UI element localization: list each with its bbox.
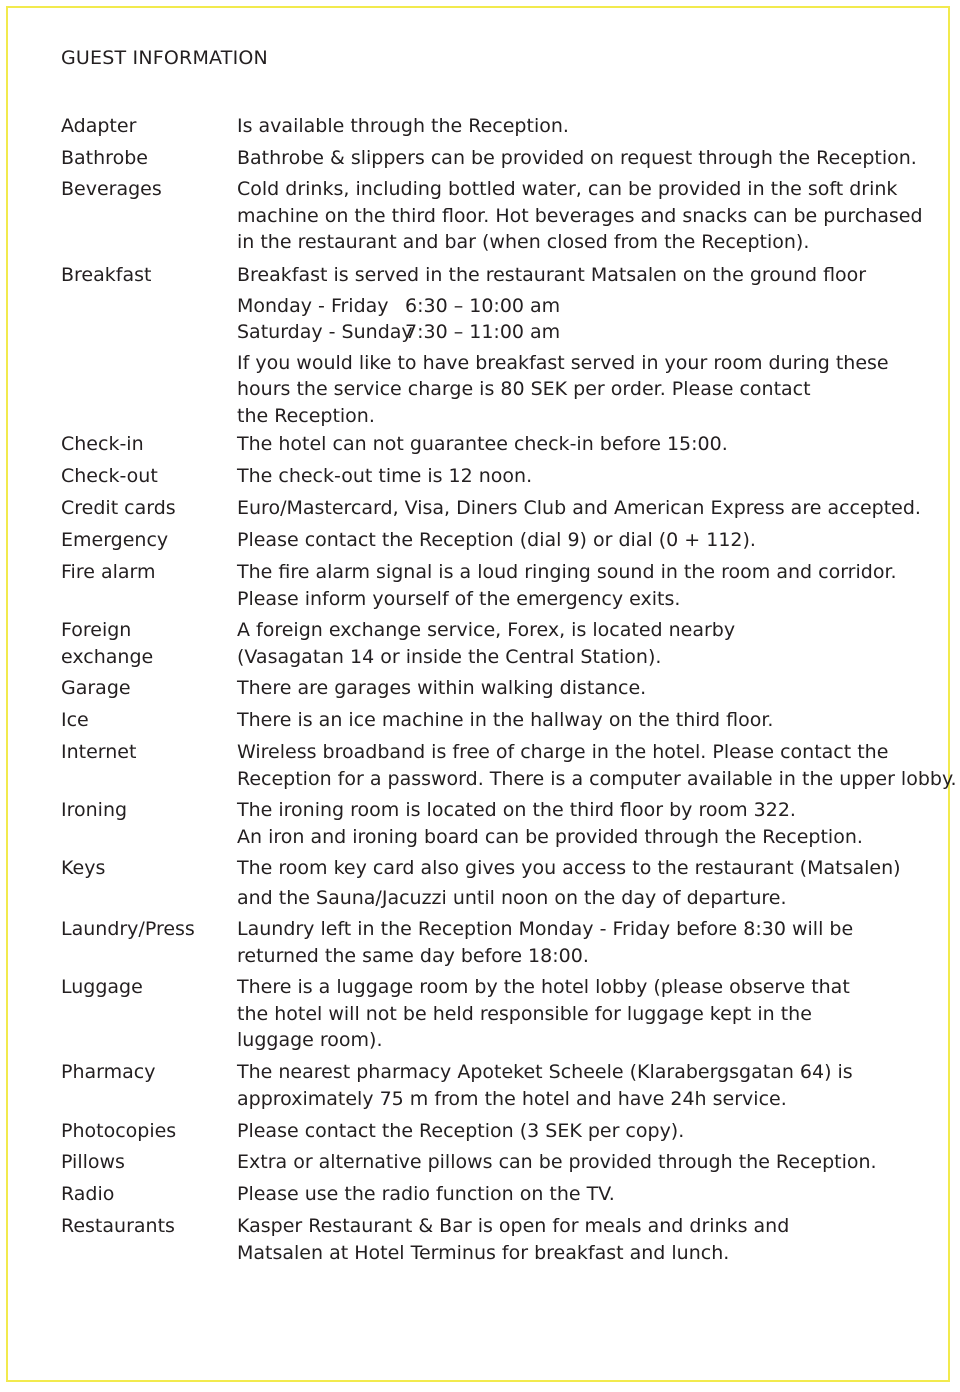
desc-line: Wireless broadband is free of charge in the hotel. Please contact the xyxy=(237,741,889,763)
desc-line: Laundry left in the Reception Monday - Friday before 8:30 will be xyxy=(237,918,854,940)
desc-line: Matsalen at Hotel Terminus for breakfast and lunch. xyxy=(237,1241,730,1264)
desc-line: Is available through the Reception. xyxy=(237,115,569,137)
desc-line: Extra or alternative pillows can be provided through the Reception. xyxy=(237,1151,877,1173)
page-title: GUEST INFORMATION xyxy=(61,47,268,69)
label-line: Foreign xyxy=(61,619,132,641)
desc-line: returned the same day before 18:00. xyxy=(237,944,589,967)
desc-line: The nearest pharmacy Apoteket Scheele (Klarabergsgatan 64) is xyxy=(237,1061,853,1083)
desc-line: (Vasagatan 14 or inside the Central Station). xyxy=(237,645,662,668)
entry-label: Pharmacy xyxy=(61,1061,156,1083)
desc-line: Please contact the Reception (3 SEK per copy). xyxy=(237,1120,685,1142)
desc-line: Please inform yourself of the emergency exits. xyxy=(237,587,681,610)
entry-description xyxy=(237,916,937,969)
desc-line: There are garages within walking distance. xyxy=(237,677,647,699)
label-line: exchange xyxy=(61,645,154,668)
desc-line: Cold drinks, including bottled water, can be provided in the soft drink xyxy=(237,178,898,200)
breakfast-schedule-weekday xyxy=(237,293,937,320)
entry-label: Check-in xyxy=(61,433,144,455)
desc-line: An iron and ironing board can be provided through the Reception. xyxy=(237,825,863,848)
entry-description xyxy=(237,617,937,670)
entry-description xyxy=(237,262,937,429)
entry-label: Radio xyxy=(61,1183,115,1205)
desc-line: Please use the radio function on the TV. xyxy=(237,1183,615,1205)
entry-description xyxy=(237,1059,937,1112)
entry-label: Luggage xyxy=(61,976,143,998)
entry-label: Adapter xyxy=(61,115,137,137)
entry-description xyxy=(237,675,937,702)
entry-description xyxy=(237,1118,937,1145)
entry-description xyxy=(237,707,937,734)
entry-label: Ice xyxy=(61,709,89,731)
desc-line: the hotel will not be held responsible for luggage kept in the xyxy=(237,1002,812,1025)
desc-line: in the restaurant and bar (when closed from the Reception). xyxy=(237,231,810,253)
desc-line: Breakfast is served in the restaurant Matsalen on the ground floor xyxy=(237,264,867,286)
desc-line: Euro/Mastercard, Visa, Diners Club and American Express are accepted. xyxy=(237,497,921,519)
breakfast-schedule-weekend xyxy=(237,319,937,346)
entry-description xyxy=(237,797,937,850)
desc-line: Please contact the Reception (dial 9) or dial (0 + 112). xyxy=(237,529,756,551)
desc-line: Kasper Restaurant & Bar is open for meals and drinks and xyxy=(237,1215,790,1237)
entry-description xyxy=(237,495,937,522)
desc-line: machine on the third floor. Hot beverages and snacks can be purchased xyxy=(237,204,923,227)
entry-description xyxy=(237,739,957,792)
entry-description xyxy=(237,113,937,140)
entry-label: Restaurants xyxy=(61,1215,175,1237)
desc-line: and the Sauna/Jacuzzi until noon on the day of departure. xyxy=(237,886,787,909)
desc-line: The check-out time is 12 noon. xyxy=(237,465,533,487)
desc-line: Reception for a password. There is a computer available in the upper lobby. xyxy=(237,767,957,790)
entry-description xyxy=(237,1213,937,1266)
entry-description xyxy=(237,527,937,554)
desc-line: If you would like to have breakfast served in your room during these xyxy=(237,351,889,374)
entry-description xyxy=(237,1181,937,1208)
entry-label: Bathrobe xyxy=(61,147,148,169)
desc-line: There is a luggage room by the hotel lobby (please observe that xyxy=(237,976,850,998)
desc-line: There is an ice machine in the hallway on the third floor. xyxy=(237,709,774,731)
entry-label: Credit cards xyxy=(61,497,176,519)
entry-label: Ironing xyxy=(61,799,128,821)
desc-line: The ironing room is located on the third floor by room 322. xyxy=(237,799,796,821)
entry-label: Pillows xyxy=(61,1151,125,1173)
desc-line: approximately 75 m from the hotel and have 24h service. xyxy=(237,1087,787,1110)
entry-label xyxy=(61,617,231,670)
entry-description xyxy=(237,463,937,490)
desc-line: hours the service charge is 80 SEK per order. Please contact xyxy=(237,378,811,400)
entry-description xyxy=(237,559,937,612)
entry-label: Keys xyxy=(61,857,106,879)
desc-line: The hotel can not guarantee check-in before 15:00. xyxy=(237,433,728,455)
entry-description xyxy=(237,855,937,911)
entry-label: Fire alarm xyxy=(61,561,156,583)
entry-description xyxy=(237,431,937,458)
entry-description xyxy=(237,176,937,256)
desc-line: Bathrobe & slippers can be provided on request through the Reception. xyxy=(237,147,917,169)
entry-label: Garage xyxy=(61,677,131,699)
entry-label: Breakfast xyxy=(61,264,152,286)
entry-label: Internet xyxy=(61,741,137,763)
entry-label: Beverages xyxy=(61,178,162,200)
schedule-hours: 6:30 – 10:00 am xyxy=(405,294,561,317)
entry-label: Check-out xyxy=(61,465,158,487)
entry-description xyxy=(237,145,937,172)
desc-line: A foreign exchange service, Forex, is located nearby xyxy=(237,619,736,641)
entry-description xyxy=(237,1149,937,1176)
desc-line: the Reception. xyxy=(237,404,375,427)
desc-line: The room key card also gives you access to the restaurant (Matsalen) xyxy=(237,857,901,879)
schedule-days: Saturday - Sunday xyxy=(237,321,413,343)
entry-label: Photocopies xyxy=(61,1120,177,1142)
schedule-days: Monday - Friday xyxy=(237,294,389,317)
entry-description xyxy=(237,974,937,1054)
entry-label: Emergency xyxy=(61,529,169,551)
entry-label: Laundry/Press xyxy=(61,918,195,940)
schedule-hours: 7:30 – 11:00 am xyxy=(405,321,561,343)
desc-line: luggage room). xyxy=(237,1029,383,1051)
desc-line: The fire alarm signal is a loud ringing sound in the room and corridor. xyxy=(237,561,897,583)
